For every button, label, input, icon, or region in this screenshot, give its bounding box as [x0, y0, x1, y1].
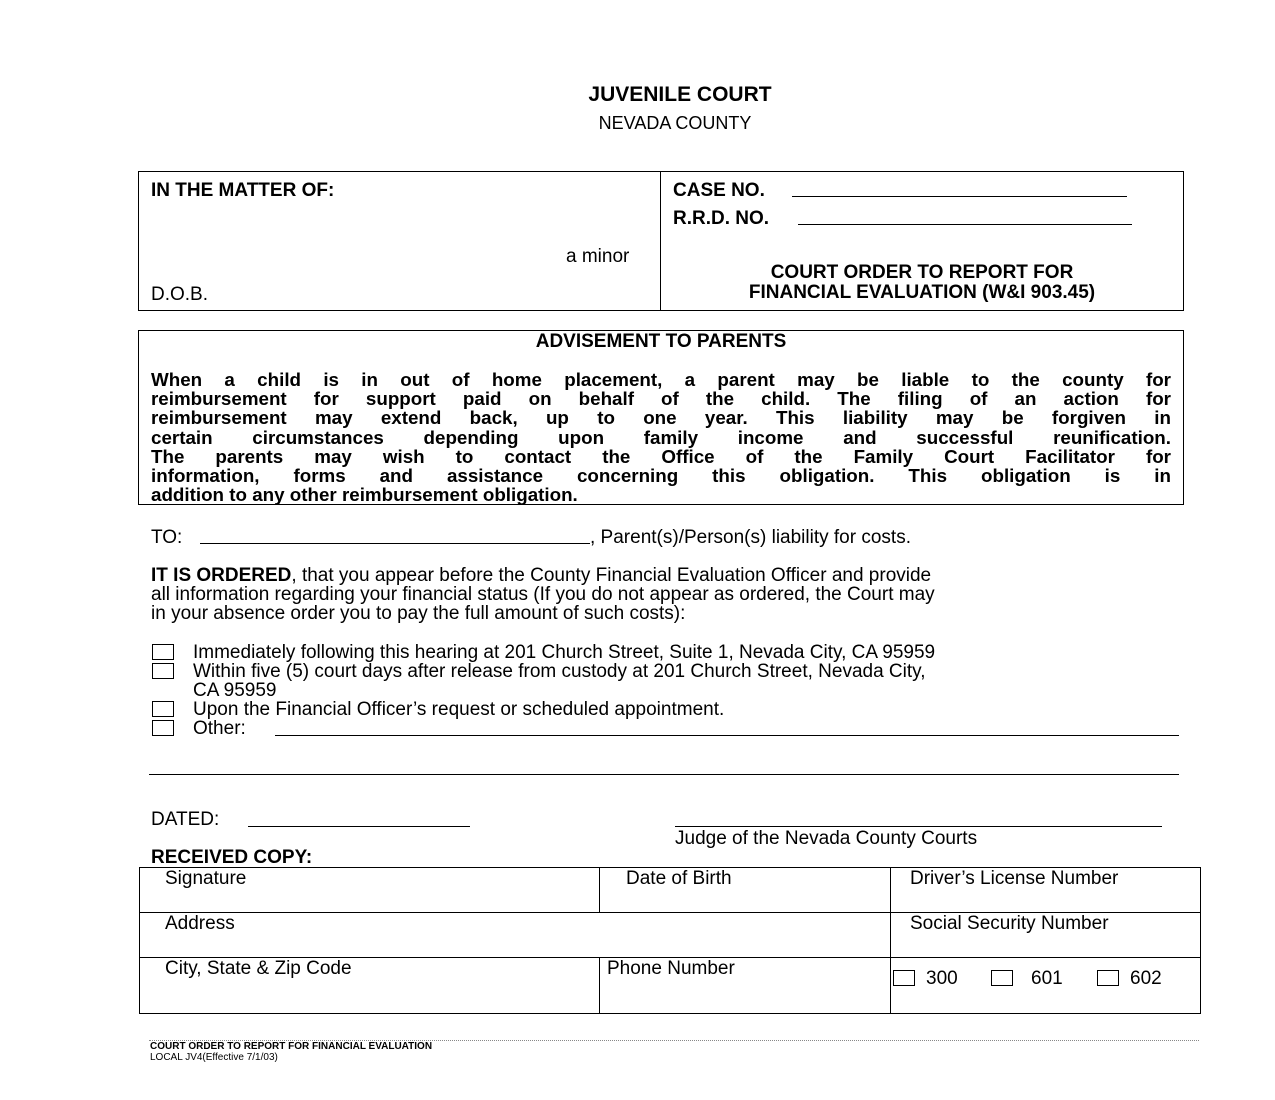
footer-form-title: COURT ORDER TO REPORT FOR FINANCIAL EVALUATION [150, 1041, 433, 1052]
table-col-divider [599, 867, 600, 913]
phone-cell[interactable]: Phone Number [607, 958, 735, 979]
order-title-line2: FINANCIAL EVALUATION (W&I 903.45) [748, 282, 1096, 303]
advisement-line: information, forms and assistance concerning this obligation. This obligation is in [151, 465, 1171, 486]
liability-text: , Parent(s)/Person(s) liability for costs. [590, 527, 911, 548]
advisement-line: reimbursement may extend back, up to one year. This liability may be forgiven in [151, 407, 1171, 428]
case-no-field[interactable] [792, 196, 1127, 197]
footer-form-id: LOCAL JV4(Effective 7/1/03) [150, 1052, 278, 1063]
advisement-line: When a child is in out of home placement, a parent may be liable to the county for [151, 369, 1171, 390]
option-checkbox[interactable] [152, 701, 174, 717]
code-checkbox[interactable] [1097, 970, 1119, 986]
order-line-3: in your absence order you to pay the full amount of such costs): [151, 603, 686, 624]
order-line-1-rest: , that you appear before the County Financial Evaluation Officer and provide [291, 565, 932, 586]
to-label: TO: [151, 527, 183, 548]
order-line-2: all information regarding your financial status (If you do not appear as ordered, the Court may [151, 584, 935, 605]
minor-label: a minor [566, 246, 630, 267]
matter-label: IN THE MATTER OF: [151, 180, 335, 201]
advisement-line: addition to any other reimbursement obligation. [151, 484, 578, 505]
code-checkbox[interactable] [991, 970, 1013, 986]
court-title: JUVENILE COURT [588, 83, 772, 106]
dob-cell[interactable]: Date of Birth [626, 868, 732, 889]
caption-divider [660, 171, 661, 311]
address-cell[interactable]: Address [165, 913, 235, 934]
option-label: Within five (5) court days after release from custody at 201 Church Street, Nevada City, [193, 661, 926, 682]
option-checkbox[interactable] [152, 720, 174, 736]
judge-label: Judge of the Nevada County Courts [675, 828, 978, 849]
dated-label: DATED: [151, 809, 220, 830]
code-checkbox[interactable] [893, 970, 915, 986]
other-field-line-2[interactable] [149, 774, 1179, 775]
code-label: 602 [1130, 968, 1162, 989]
rrd-no-field[interactable] [798, 224, 1132, 225]
drivers-license-cell[interactable]: Driver’s License Number [910, 868, 1119, 889]
city-state-zip-cell[interactable]: City, State & Zip Code [165, 958, 352, 979]
option-checkbox[interactable] [152, 644, 174, 660]
option-label: Immediately following this hearing at 201 Church Street, Suite 1, Nevada City, CA 95959 [193, 642, 936, 663]
option-label-cont: CA 95959 [193, 680, 277, 701]
other-field[interactable] [275, 735, 1179, 736]
option-label: Upon the Financial Officer’s request or scheduled appointment. [193, 699, 725, 720]
code-label: 300 [926, 968, 958, 989]
order-line-1 [151, 566, 931, 585]
ssn-cell[interactable]: Social Security Number [910, 913, 1109, 934]
advisement-title: ADVISEMENT TO PARENTS [535, 331, 787, 352]
table-col-divider [599, 957, 600, 1014]
rrd-no-label: R.R.D. NO. [673, 208, 770, 229]
signature-cell[interactable]: Signature [165, 868, 247, 889]
order-title-line1: COURT ORDER TO REPORT FOR [770, 262, 1074, 283]
county-name: NEVADA COUNTY [598, 113, 752, 133]
code-label: 601 [1031, 968, 1063, 989]
advisement-line: The parents may wish to contact the Office of the Family Court Facilitator for [151, 446, 1171, 467]
judge-signature-line[interactable] [675, 826, 1162, 827]
advisement-line: reimbursement for support paid on behalf of the child. The filing of an action for [151, 388, 1171, 409]
dob-label: D.O.B. [151, 284, 209, 305]
table-col-divider [890, 867, 891, 1014]
ordered-bold: IT IS ORDERED [151, 565, 292, 586]
option-label: Other: [193, 718, 246, 739]
option-checkbox[interactable] [152, 663, 174, 679]
dated-field[interactable] [248, 826, 470, 827]
advisement-line: certain circumstances depending upon family income and successful reunification. [151, 427, 1171, 448]
received-copy-title: RECEIVED COPY: [151, 847, 313, 868]
case-no-label: CASE NO. [673, 180, 765, 201]
to-name-field[interactable] [200, 543, 590, 544]
received-table [139, 867, 1201, 1014]
